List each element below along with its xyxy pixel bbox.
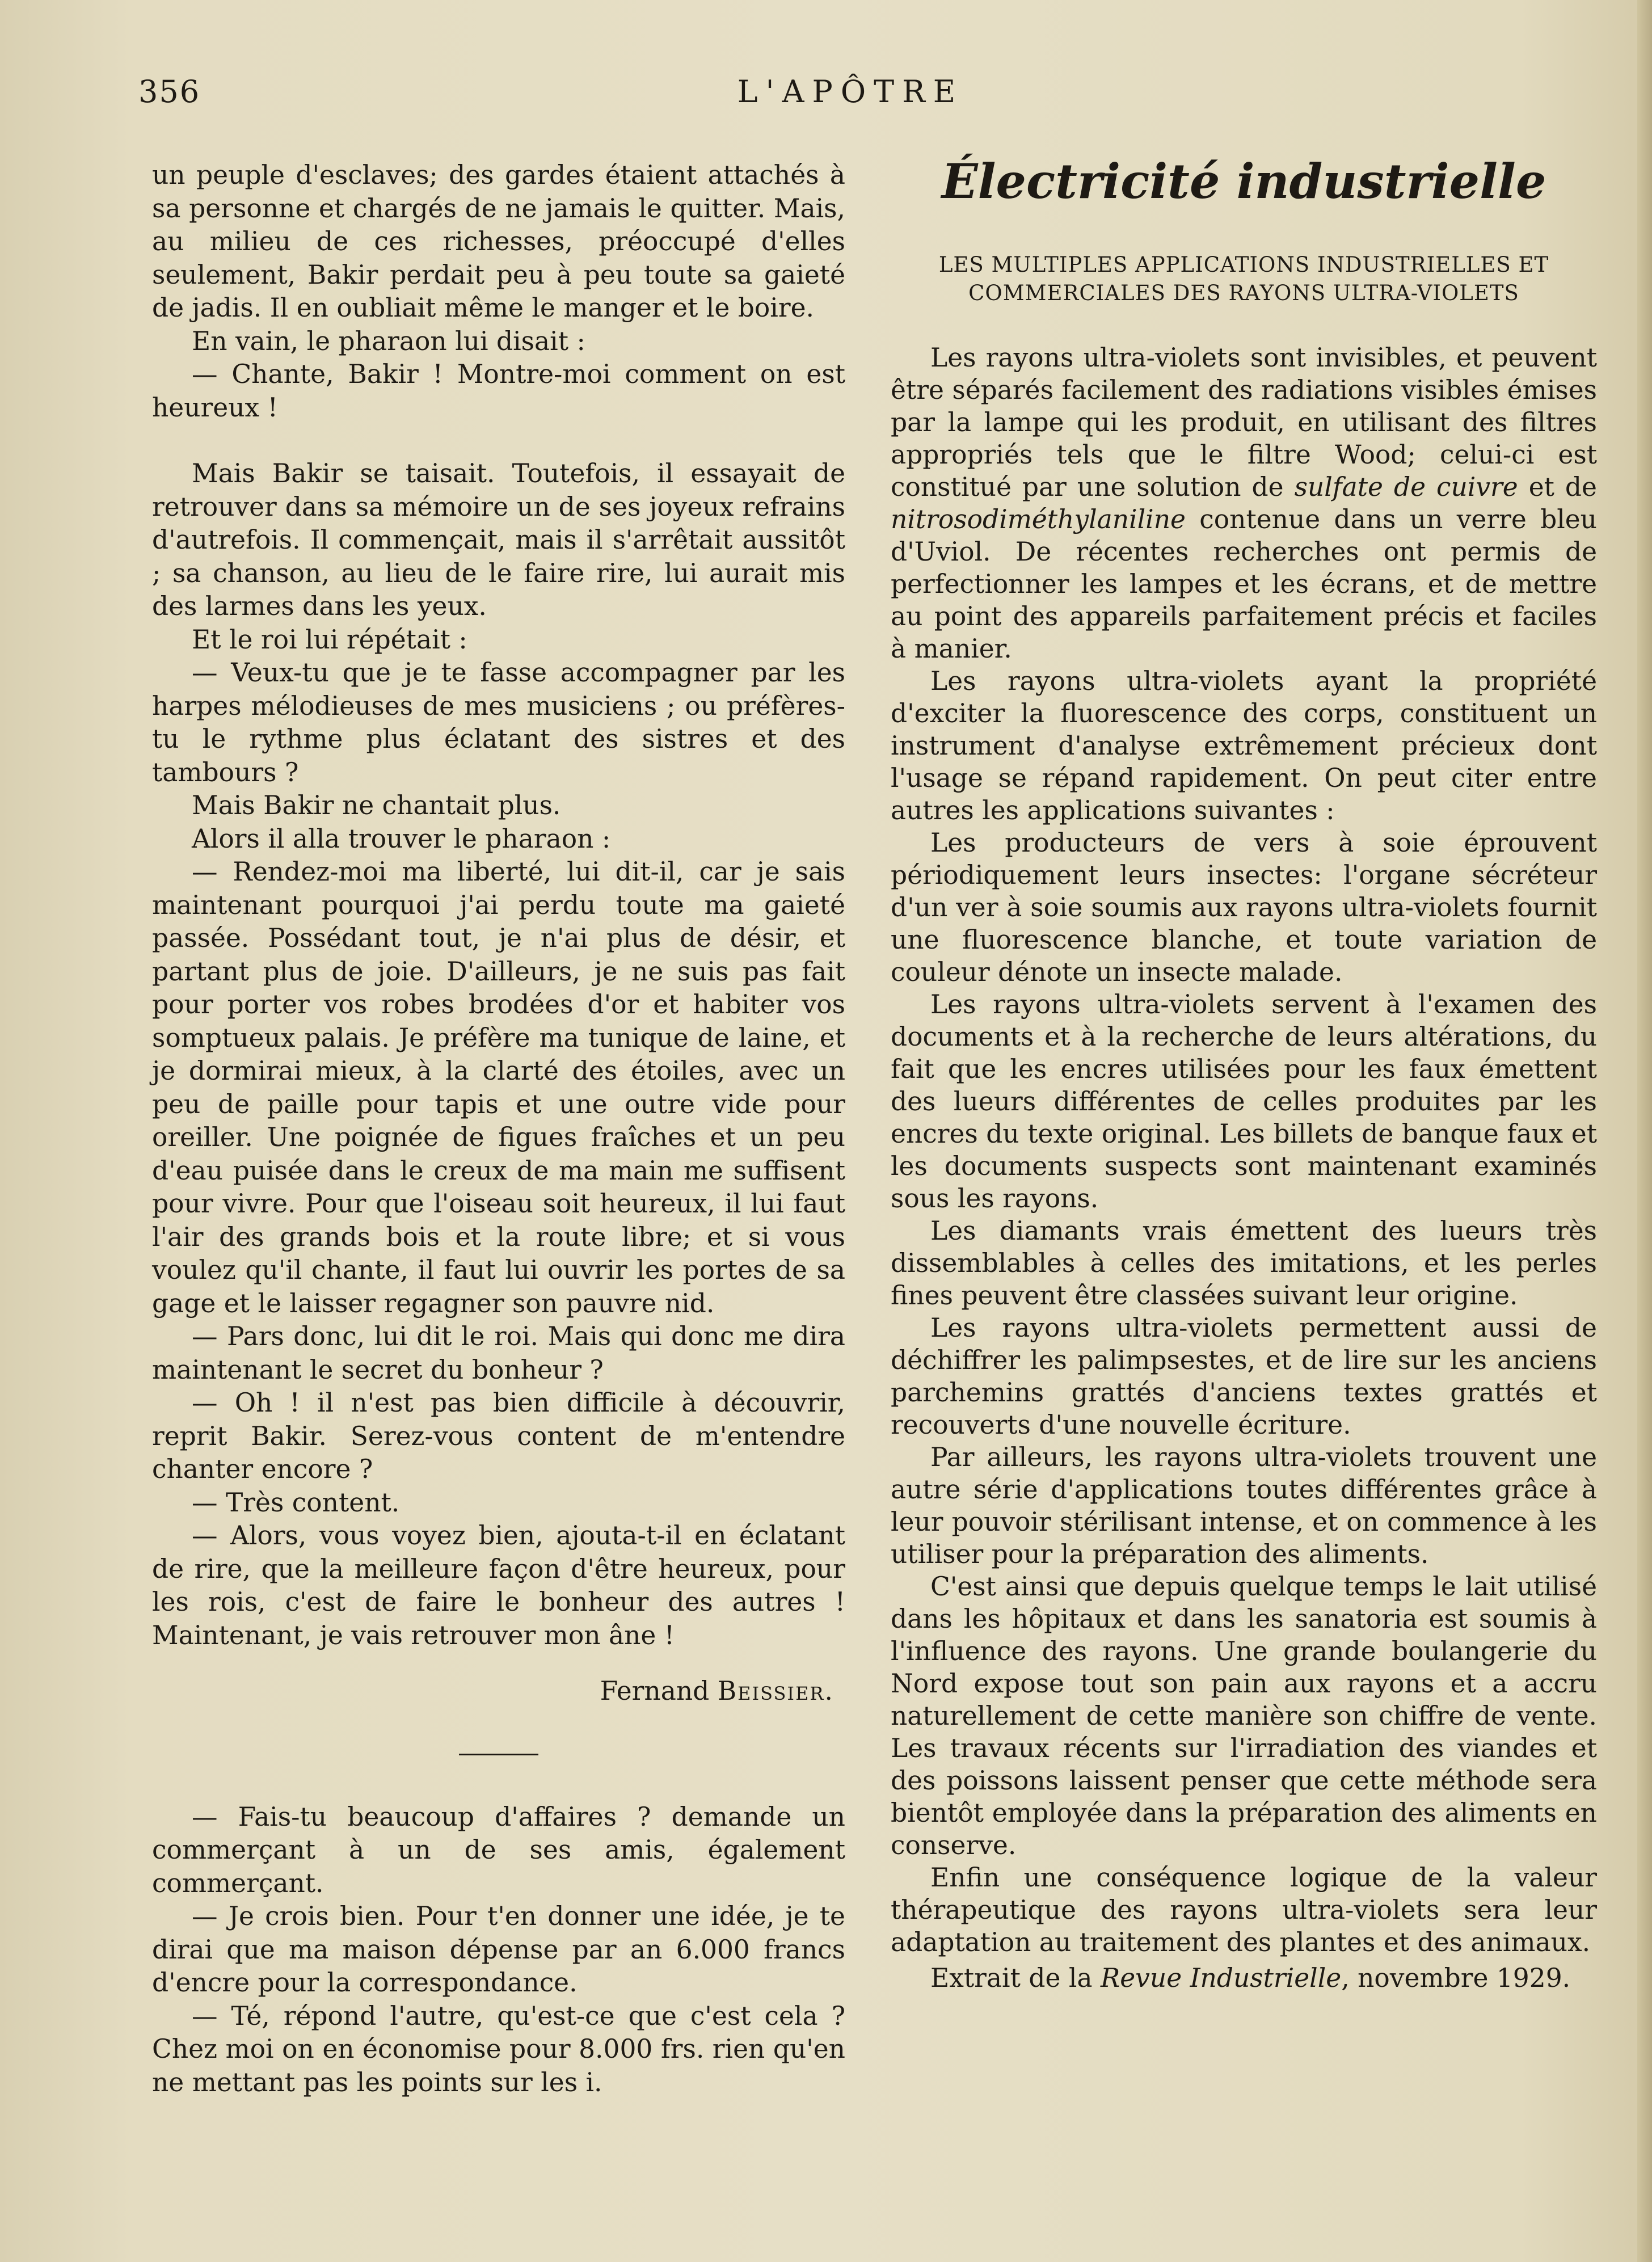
story-paragraph: — Oh ! il n'est pas bien difficile à découvrir, reprit Bakir. Serez-vous content de m'entendre chanter encore ? <box>152 1388 845 1484</box>
article-paragraph: Les diamants vrais émettent des lueurs très dissemblables à celles des imitations, et les perles fines peuvent être classées suivant leur origine. <box>891 1216 1597 1311</box>
story-paragraph: un peuple d'esclaves; des gardes étaient attachés à sa personne et chargés de ne jamais le quitter. Mais, au milieu de ces richesses, préoccupé d'elles seulement, Bakir perdait peu à peu toute sa gaieté de jadis. Il en oubliait même le manger et le boire. <box>152 160 845 323</box>
story-paragraph: — Alors, vous voyez bien, ajouta-t-il en éclatant de rire, que la meilleure façon d'être heureux, pour les rois, c'est de faire le bonheur des autres ! Maintenant, je vais retrouver mon âne ! <box>152 1520 845 1650</box>
right-column <box>891 153 1597 1994</box>
source-prefix: Extrait de la <box>930 1963 1101 1993</box>
story-paragraph: — Veux-tu que je te fasse accompagner par les harpes mélodieuses de mes musiciens ; ou préfères-tu le rythme plus éclatant des sistres et des tambours ? <box>152 658 845 787</box>
story-paragraph: — Chante, Bakir ! Montre-moi comment on est heureux ! <box>152 359 845 423</box>
story-paragraph: — Rendez-moi ma liberté, lui dit-il, car je sais maintenant pourquoi j'ai perdu toute ma gaieté passée. Possédant tout, je n'ai plus de désir, et partant plus de joie. D'ailleurs, je ne suis pas fait pour porter vos robes brodées d'or et habiter vos somptueux palais. Je préfère ma tunique de laine, et je dormirai mieux, à la clarté des étoiles, avec un peu de paille pour tapis et une outre vide pour oreiller. Une poignée de figues fraîches et un peu d'eau puisée dans le creux de ma main me suffisent pour vivre. Pour que l'oiseau soit heureux, il lui faut l'air des grands bois et la route libre; et si vous voulez qu'il chante, il faut lui ouvrir les portes de sa gage et le laisser regagner son pauvre nid. <box>152 857 845 1319</box>
article-paragraph <box>891 342 1597 665</box>
article-subtitle: LES MULTIPLES APPLICATIONS INDUSTRIELLES ET COMMERCIALES DES RAYONS ULTRA-VIOLETS <box>938 252 1549 305</box>
anecdote-paragraph: — Fais-tu beaucoup d'affaires ? demande un commerçant à un de ses amis, également commerçant. <box>152 1801 845 1898</box>
article-paragraph: Les rayons ultra-violets servent à l'examen des documents et à la recherche de leurs altérations, du fait que les encres utilisées pour les faux émettent des lueurs différentes de celles produites par les encres du texte original. Les billets de banque faux et les documents suspects sont maintenant examinés sous les rayons. <box>891 989 1597 1214</box>
story-paragraph: Alors il alla trouver le pharaon : <box>192 823 611 854</box>
article-paragraph: Les rayons ultra-violets ayant la propriété d'exciter la fluorescence des corps, constituent un instrument d'analyse extrêmement précieux dont l'usage se répand rapidement. On peut citer entre autres les applications suivantes : <box>891 666 1597 825</box>
chemical-name: nitrosodiméthylaniline <box>891 504 1186 534</box>
author-first-name: Fernand <box>600 1676 718 1706</box>
story-paragraph: Mais Bakir ne chantait plus. <box>192 790 561 820</box>
article-paragraph: Les rayons ultra-violets permettent aussi de déchiffrer les palimpsestes, et de lire sur les anciens parchemins grattés d'anciens textes grattés et recouverts d'une nouvelle écriture. <box>891 1313 1597 1440</box>
page-number: 356 <box>138 74 201 109</box>
article-text: Les rayons ultra-violets sont invisibles, et peuvent être séparés facilement des radiations visibles émises par la lampe qui les produit, en utilisant des filtres appropriés tels que le filtre Wood; celui-ci est constitué par une solution de <box>891 343 1597 502</box>
article-title: Électricité industrielle <box>941 153 1546 209</box>
article-paragraph: Les producteurs de vers à soie éprouvent périodiquement leurs insectes: l'organe sécréteur d'un ver à soie soumis aux rayons ultra-violets fournit une fluorescence blanche, et toute variation de couleur dénote un insecte malade. <box>891 828 1597 987</box>
article-text: contenue dans un verre bleu d'Uviol. De récentes recherches ont permis de perfectionner les lampes et les écrans, et de mettre au point des appareils parfaitement précis et faciles à manier. <box>891 504 1597 664</box>
source-date: , novembre 1929. <box>1341 1963 1571 1993</box>
story-paragraph: Mais Bakir se taisait. Toutefois, il essayait de retrouver dans sa mémoire un de ses joyeux refrains d'autrefois. Il commençait, mais il s'arrêtait aussitôt ; sa chanson, au lieu de le faire rire, lui aurait mis des larmes dans les yeux. <box>152 458 845 621</box>
anecdote-paragraph: — Té, répond l'autre, qu'est-ce que c'est cela ? Chez moi on en économise pour 8.000 frs. rien qu'en ne mettant pas les points sur les i. <box>152 2000 845 2097</box>
section-divider <box>459 1754 538 1755</box>
page-header <box>138 74 1562 125</box>
chemical-name: sulfate de cuivre <box>1294 472 1518 502</box>
paragraph-gap <box>152 424 845 457</box>
source-title: Revue Industrielle <box>1101 1963 1342 1993</box>
author-last-name: Beissier. <box>717 1676 834 1706</box>
anecdote-paragraph: — Je crois bien. Pour t'en donner une idée, je te dirai que ma maison dépense par an 6.000 francs d'encre pour la correspondance. <box>152 1901 845 1998</box>
article-paragraph: Par ailleurs, les rayons ultra-violets trouvent une autre série d'applications toutes différentes grâce à leur pouvoir stérilisant intense, et on commence à les utiliser pour la préparation des aliments. <box>891 1442 1597 1569</box>
left-column <box>152 159 845 2099</box>
story-paragraph: — Pars donc, lui dit le roi. Mais qui donc me dira maintenant le secret du bonheur ? <box>152 1321 845 1385</box>
page-edge <box>1637 0 1652 2262</box>
journal-title: L'APÔTRE <box>737 74 964 109</box>
story-author <box>152 1675 845 1708</box>
article-source <box>891 1962 1597 1994</box>
article-paragraph: Enfin une conséquence logique de la valeur thérapeutique des rayons ultra-violets sera leur adaptation au traitement des plantes et des animaux. <box>891 1863 1597 1957</box>
article-paragraph: C'est ainsi que depuis quelque temps le lait utilisé dans les hôpitaux et dans les sanatoria est soumis à l'influence des rayons. Une grande boulangerie du Nord expose tout son pain aux rayons et a accru naturellement de cette manière son chiffre de vente. Les travaux récents sur l'irradiation des viandes et des poissons laissent penser que cette méthode sera bientôt employée dans la préparation des aliments en conserve. <box>891 1572 1597 1860</box>
story-paragraph: Et le roi lui répétait : <box>192 624 467 655</box>
story-paragraph: — Très content. <box>192 1487 400 1518</box>
story-paragraph: En vain, le pharaon lui disait : <box>192 326 585 356</box>
article-text: et de <box>1518 472 1597 502</box>
